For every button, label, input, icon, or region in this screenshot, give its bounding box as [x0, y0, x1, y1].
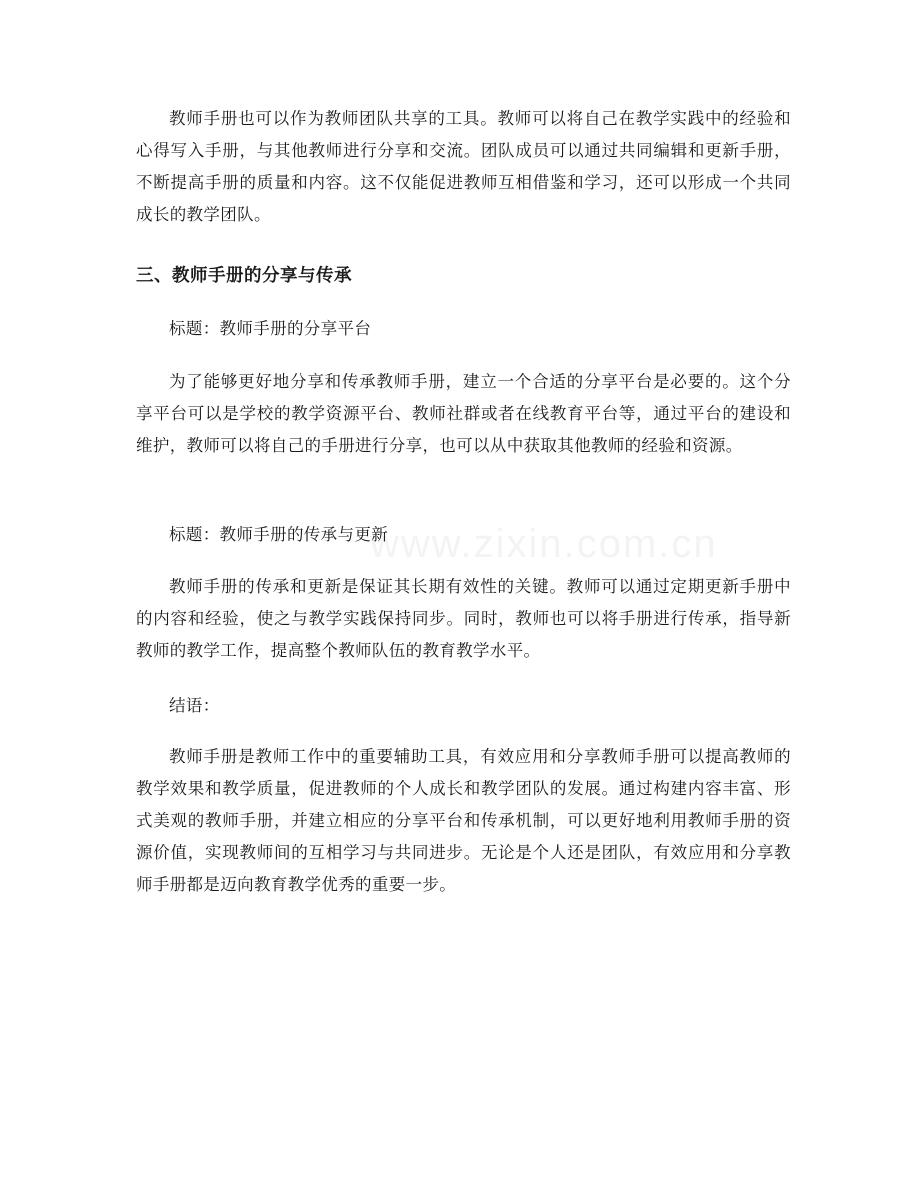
watermark	[370, 522, 718, 567]
body-paragraph-conclusion: 教师手册是教师工作中的重要辅助工具，有效应用和分享教师手册可以提高教师的教学效果和教学质量，促进教师的个人成长和教学团队的发展。通过构建内容丰富、形式美观的教师手册，并建立相应的分享平台和传承机制，可以更好地利用教师手册的资源价值，实现教师间的互相学习与共同进步。无论是个人还是团队，有效应用和分享教师手册都是迈向教育教学优秀的重要一步。	[136, 747, 791, 894]
section-heading-sharing-and-inheritance: 三、教师手册的分享与传承	[136, 266, 352, 286]
subtitle-inheritance-and-update: 标题：教师手册的传承与更新	[169, 525, 389, 544]
body-paragraph-team-sharing: 教师手册也可以作为教师团队共享的工具。教师可以将自己在教学实践中的经验和心得写入手册，与其他教师进行分享和交流。团队成员可以通过共同编辑和更新手册，不断提高手册的质量和内容。这不仅能促进教师互相借鉴和学习，还可以形成一个共同成长的教学团队。	[136, 109, 791, 224]
subtitle-sharing-platform: 标题：教师手册的分享平台	[169, 319, 372, 338]
conclusion-label: 结语：	[169, 696, 220, 715]
body-paragraph-inheritance-and-update: 教师手册的传承和更新是保证其长期有效性的关键。教师可以通过定期更新手册中的内容和经验，使之与教学实践保持同步。同时，教师也可以将手册进行传承，指导新教师的教学工作，提高整个教师队伍的教育教学水平。	[136, 577, 791, 660]
body-paragraph-sharing-platform: 为了能够更好地分享和传承教师手册，建立一个合适的分享平台是必要的。这个分享平台可以是学校的教学资源平台、教师社群或者在线教育平台等，通过平台的建设和维护，教师可以将自己的手册进行分享，也可以从中获取其他教师的经验和资源。	[136, 372, 791, 455]
